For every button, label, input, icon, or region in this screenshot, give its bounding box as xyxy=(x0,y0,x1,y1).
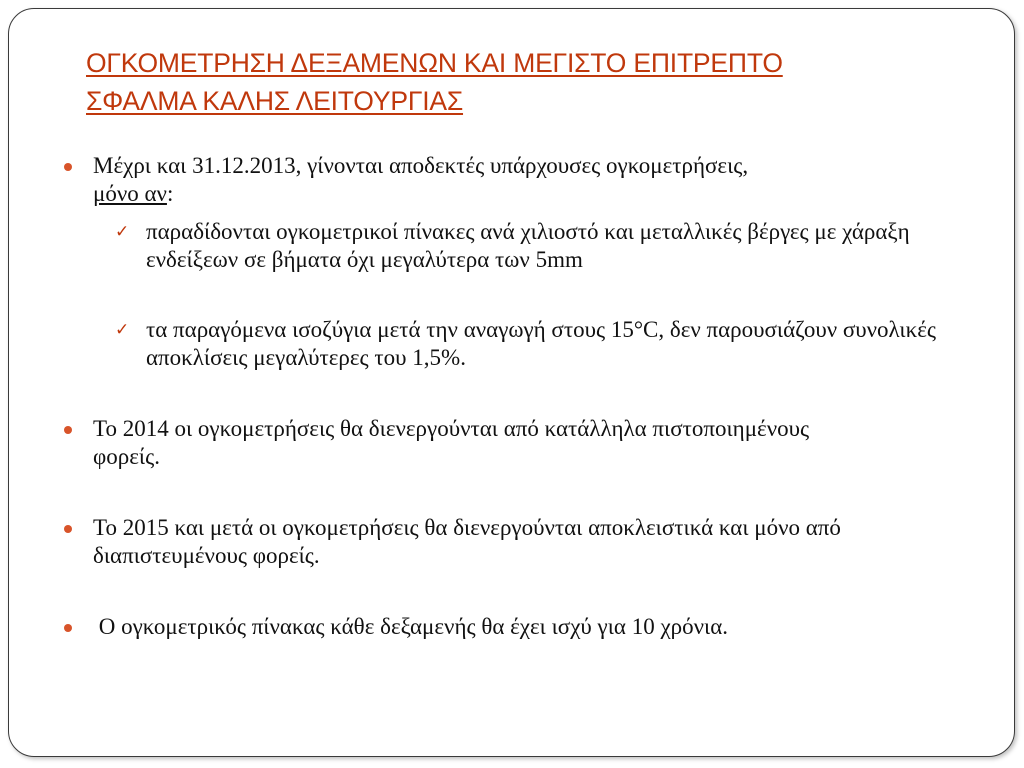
sub-item-2-text: τα παραγόμενα ισοζύγια μετά την αναγωγή στους 15°C, δεν παρουσιάζουν συνολικές αποκλίσεις μεγαλύτερες του 1,5%. xyxy=(146,317,936,370)
bullet-item-2 xyxy=(93,415,853,471)
title-line-2: ΣΦΑΛΜΑ ΚΑΛΗΣ ΛΕΙΤΟΥΡΓΙΑΣ xyxy=(86,86,464,116)
slide-title xyxy=(86,44,946,120)
title-line-1: ΟΓΚΟΜΕΤΡΗΣΗ ΔΕΞΑΜΕΝΩΝ ΚΑΙ ΜΕΓΙΣΤΟ ΕΠΙΤΡΕΠΤΟ xyxy=(86,48,783,78)
bullet-1-text: Μέχρι και 31.12.2013, γίνονται αποδεκτές υπάρχουσες ογκομετρήσεις, xyxy=(93,153,749,178)
bullet-dot-icon xyxy=(64,426,72,434)
bullet-dot-icon xyxy=(64,163,72,171)
slide-frame xyxy=(8,8,1015,757)
bullet-1-suffix: : xyxy=(166,181,174,206)
bullet-dot-icon xyxy=(64,525,72,533)
bullet-4-text: Ο ογκομετρικός πίνακας κάθε δεξαμενής θα έχει ισχύ για 10 χρόνια. xyxy=(93,614,729,639)
bullet-item-4 xyxy=(93,613,973,641)
bullet-item-3 xyxy=(93,514,973,570)
checkmark-icon: ✓ xyxy=(115,320,130,340)
sub-item-1 xyxy=(115,218,966,274)
sub-item-2 xyxy=(115,316,966,372)
checkmark-icon: ✓ xyxy=(115,222,130,242)
bullet-2-text: Το 2014 οι ογκομετρήσεις θα διενεργούνται από κατάλληλα πιστοποιημένους φορείς. xyxy=(93,416,810,469)
bullet-3-text: Το 2015 και μετά οι ογκομετρήσεις θα διενεργούνται αποκλειστικά και μόνο από διαπιστευμένους φορείς. xyxy=(93,515,841,568)
bullet-item-1 xyxy=(93,152,973,208)
bullet-1-underlined: μόνο αν xyxy=(93,181,167,206)
bullet-dot-icon xyxy=(64,624,72,632)
sub-item-1-text: παραδίδονται ογκομετρικοί πίνακες ανά χιλιοστό και μεταλλικές βέργες με χάραξη ενδείξεων σε βήματα όχι μεγαλύτερα των 5mm xyxy=(146,219,910,272)
